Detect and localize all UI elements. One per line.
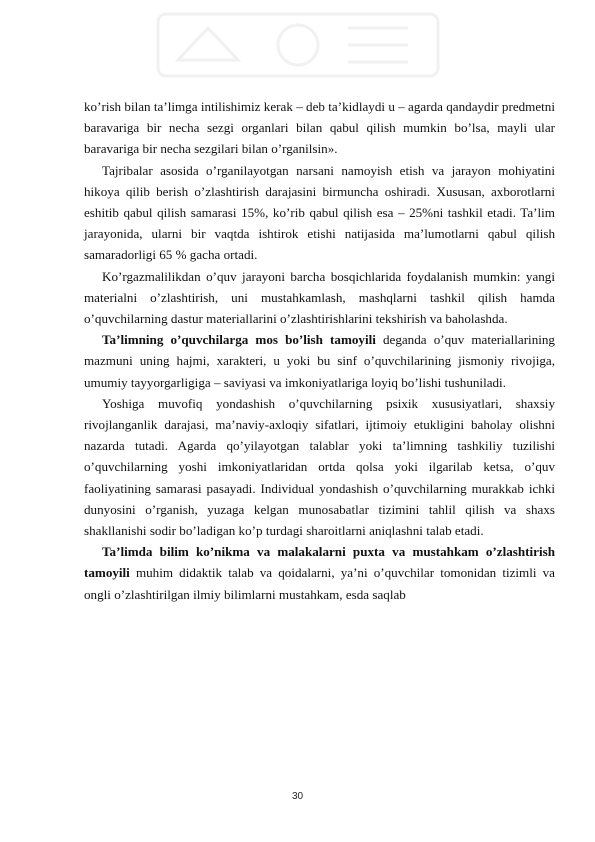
paragraph-4-text: deganda o’quv materiallarining mazmuni uning hajmi, xarakteri, u yoki bu sinf o’quvchilarining jismoniy rivojiga, umumiy tayyorgarligiga – saviyasi va imkoniyatlariga loyiq bo’lishi tushuniladi.	[84, 332, 555, 390]
document-body	[84, 96, 555, 605]
paragraph-6	[84, 541, 555, 605]
paragraph-5	[84, 393, 555, 541]
paragraph-5-text: Yoshiga muvofiq yondashish o’quvchilarning psixik xususiyatlari, shaxsiy rivojlanganlik darajasi, ma’naviy-axloqiy sifatlari, ijtimoiy etukligini baholay olishni nazarda tutadi. Agarda qo’yilayotgan talablar yoki ta’limning tashkiliy tuzilishi o’quvchilarning yoshi imkoniyatlaridan ortda qolsa yoki ilgarilab ketsa, o’quv faoliyatining samarasi pasayadi. Individual yondashish o’quvchilarning murakkab ichki dunyosini o’rganish, yuzaga kelgan munosabatlar tizimini tahlil qilish va shaxs shakllanishi sodir bo’ladigan ko’p turdagi sharoitlarni aniqlashni talab etadi.	[84, 395, 555, 539]
paragraph-2-text: Tajribalar asosida o’rganilayotgan narsani namoyish etish va jarayon mohiyatini hikoya qilib berish o’zlashtirish darajasini birmuncha oshiradi. Xususan, axborotlarni eshitib qabul qilish samarasi 15%, ko’rib qabul qilish esa – 25%ni tashkil etadi. Ta’lim jarayonida, ularni bir vaqtda ishtirok etishi natijasida ma’lumotlarni qabul qilish samaradorligi 65 % gacha ortadi.	[84, 162, 555, 263]
paragraph-3-text: Ko’rgazmalilikdan o’quv jarayoni barcha bosqichlarida foydalanish mumkin: yangi materialni o’zlashtirish, uni mustahkamlash, mashqlarni tashkil qilish hamda o’quvchilarning dastur materiallarini o’zlashtirishlarini tekshirish va baholashda.	[84, 268, 555, 327]
principle-heading-suitability: Ta’limning o’quvchilarga mos bo’lish tamoyili	[102, 332, 376, 348]
background-watermark	[118, 0, 478, 90]
paragraph-4	[84, 329, 555, 393]
principle-heading-mastery: Ta’limda bilim ko’nikma va malakalarni puxta va mustahkam o’zlashtirish tamoyili	[84, 544, 555, 581]
paragraph-1	[84, 96, 555, 160]
paragraph-2	[84, 160, 555, 266]
paragraph-1-text: ko’rish bilan ta’limga intilishimiz kerak – deb ta’kidlaydi u – agarda qandaydir predmetni baravariga bir necha sezgi organlari bilan qabul qilish mumkin bo’lsa, mayli ular baravariga bir necha sezgilari bilan o’rganilsin».	[84, 99, 555, 157]
page-number: 30	[291, 791, 304, 802]
paragraph-6-text: muhim didaktik talab va qoidalarni, ya’ni o’quvchilar tomonidan tizimli va ongli o’zlashtirilgan ilmiy bilimlarni mustahkam, esda saqlab	[84, 565, 555, 602]
paragraph-3	[84, 266, 555, 330]
